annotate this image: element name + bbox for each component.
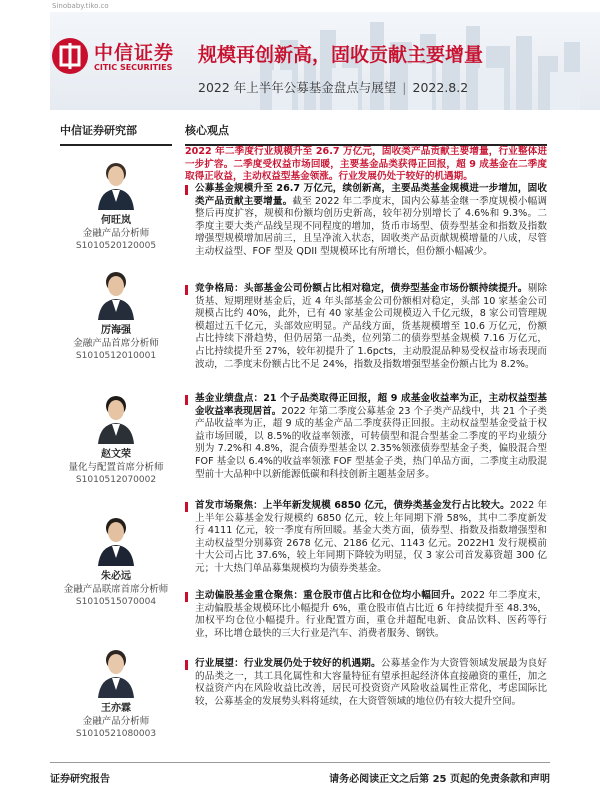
section-marker [185,502,188,512]
section-body: 2022 年第二季度公募基金 23 个子类产品线中，共 21 个子类产品收益率为正，超 9 成的基金产品二季度获得正回报。主动权益型基金受益于权益市场回暖，以 8.5%的收益率领涨，可转债型和混合型基金二季度的平均业绩分别为 7.2%和 4.8%，混合债券型基金以 2.35%领涨债券型基金子类，偏股混合型 FOF 基金以 6.4%的收益率领涨 FOF 型基金子类，热门单品方面，二季度主动股混型前十大品种中以新能源低碳和科技创新主题基金居多。 [195,405,548,480]
section-marker [185,285,188,295]
analyst-photo [94,644,138,698]
analyst-card [60,512,172,609]
report-date: 2022.8.2 [412,80,469,95]
key-point-section [185,283,547,371]
key-point-section [185,590,547,640]
citic-logo [52,38,192,78]
footer-report-type: 证券研究报告 [50,774,110,785]
analyst-name: 何旺岚 [101,215,131,226]
core-views-heading: 核心观点 [185,122,547,146]
section-marker [185,660,188,670]
subtitle-separator: | [402,80,407,95]
report-title: 规模再创新高，固收贡献主要增量 [198,44,484,66]
section-text [195,500,547,576]
key-point-section [185,500,547,576]
key-point-section [185,658,547,708]
section-lead: 竞争格局：头部基金公司份额占比相对稳定，债券型基金市场份额持续提升。 [195,283,528,294]
logo-en-text: CITIC SECURITIES [94,63,173,72]
analyst-title: 金融产品首席分析师 [73,338,159,349]
section-text [195,393,547,481]
section-lead: 公募基金规模升至 26.7 万亿元，续创新高，主要品类基金规模进一步增加，固收类产品贡献主要增量。 [195,183,547,207]
analyst-id: S1010515070004 [75,597,157,607]
key-point-section [185,393,547,481]
section-marker [185,185,188,195]
research-dept-heading: 中信证券研究部 [60,122,172,146]
analyst-photo [94,390,138,444]
section-lead: 基金业绩盘点：21 个子品类取得正回报，超 9 成基金收益率为正，主动权益型基金收益率表现居首。 [195,393,547,417]
subtitle-text: 2022 年上半年公募基金盘点与展望 [198,80,397,95]
analyst-id: S1010520120005 [75,241,157,251]
section-text [195,658,547,708]
section-body: 公募基金作为大资管领域发展最为良好的品类之一，其工具化属性和大容量特征有望承担起经济体直接融资的重任，加之权益资产内在风险收益比改善，居民可投资资产风险收益属性正常化，考虑国际比较，公募基金的发展势头料将延续，在大资管领域的地位仍有较大提升空间。 [195,658,548,707]
section-body: 2022 年上半年公募基金发行规模约 6850 亿元，较上年同期下滑 58%，其中二季度新发行 4111 亿元，较一季度有所回暖。基金大类方面，债券型、指数及指数增强型和主动权益型分别募资 2678 亿元、2186 亿元、1143 亿元。2022H1 发行规模前十大公司占比 37.6%，较上年同期下降较为明显，仅 3 家公司首发募资超 300 亿元；十大热门单品募集规模均为债券类基金。 [195,500,547,574]
core-summary: 2022 年二季度行业规模升至 26.7 万亿元，固收类产品贡献主要增量，行业整体进一步扩容。二季度受权益市场回暖，主要基金品类获得正回报，超 9 成基金在二季度取得正收益，主动权益型基金领涨。行业发展仍处于较好的机遇期。 [185,146,547,183]
section-lead: 首发市场聚焦：上半年新发规模 6850 亿元，债券类基金发行占比较大。 [195,500,510,511]
section-text [195,590,547,640]
section-lead: 主动偏股基金重仓聚焦：重仓股市值占比和仓位均小幅回升。 [195,590,461,601]
logo-cn-text: 中信证券 [94,42,175,64]
analyst-title: 金融产品分析师 [82,716,150,727]
report-banner [50,12,600,110]
analyst-title: 金融产品分析师 [82,228,150,239]
analyst-name: 厉海强 [101,325,131,336]
section-marker [185,592,188,602]
analyst-name: 朱必远 [101,571,131,582]
footer-divider [50,762,550,763]
analyst-card [60,644,172,741]
analyst-id: S1010512070002 [75,475,157,485]
analyst-photo [94,512,138,566]
section-marker [185,395,188,405]
section-lead: 行业展望：行业发展仍处于较好的机遇期。 [195,658,381,669]
footer-disclaimer: 请务必阅读正文之后第 25 页起的免责条款和声明 [329,774,550,785]
citic-logo-icon [52,38,88,74]
analyst-name: 赵文荣 [101,449,131,460]
analyst-title: 量化与配置首席分析师 [68,462,164,473]
section-body: 截至 2022 年二季度末，国内公募基金继一季度规模小幅调整后再度扩容，规模和份额均创历史新高，较年初分别增长了 4.6%和 9.3%。二季度主要大类产品线呈现不同程度的增加，货币市场型、债券型基金和指数及指数增强型规模增加居前三，且呈净流入状态，固收类产品贡献规模增量的八成，尽管主动权益型、FOF 型及 QDII 型规模环比有所增长，但份额小幅减少。 [195,195,548,257]
analyst-name: 王亦霖 [101,703,131,714]
analyst-card [60,390,172,487]
analyst-id: S1010512010001 [75,351,157,361]
analyst-card [60,266,172,363]
analyst-photo [94,266,138,320]
analyst-photo [94,156,138,210]
section-body: 剔除货基、短期理财基金后，近 4 年头部基金公司份额相对稳定，头部 10 家基金公司规模占比约 40%，此外，已有 40 家基金公司规模迈入千亿元级，8 家公司管理规模超过五千亿元，头部效应明显。产品线方面，货基规模增至 10.6 万亿元，份额占比持续下滑趋势，但仍居第一品类，位列第二的债券型基金规模 7.16 万亿元，占比持续提升至 27%，较年初提升了 1.6pcts，主动股混品种易受权益市场表现而波动，二季度末份额占比不足 24%，指数及指数增强型基金份额占比为 8.2%。 [195,283,548,370]
report-subtitle [198,78,468,96]
key-point-section [185,183,547,259]
section-body: 2022 年二季度末，主动偏股基金规模环比小幅提升 6%，重仓股市值占比近 6 年持续提升至 48.3%，加权平均仓位小幅提升。行业配置方面，重仓并超配电新、食品饮料、医药等行业，环比增仓最快的三大行业是汽车、消费者服务、钢铁。 [195,590,548,639]
analyst-title: 金融产品联席首席分析师 [63,584,169,595]
analyst-id: S1010521080003 [75,729,157,739]
source-note: Sinobaby.tiko.co [52,2,109,10]
section-text [195,183,547,259]
section-text [195,283,547,371]
analyst-card [60,156,172,253]
